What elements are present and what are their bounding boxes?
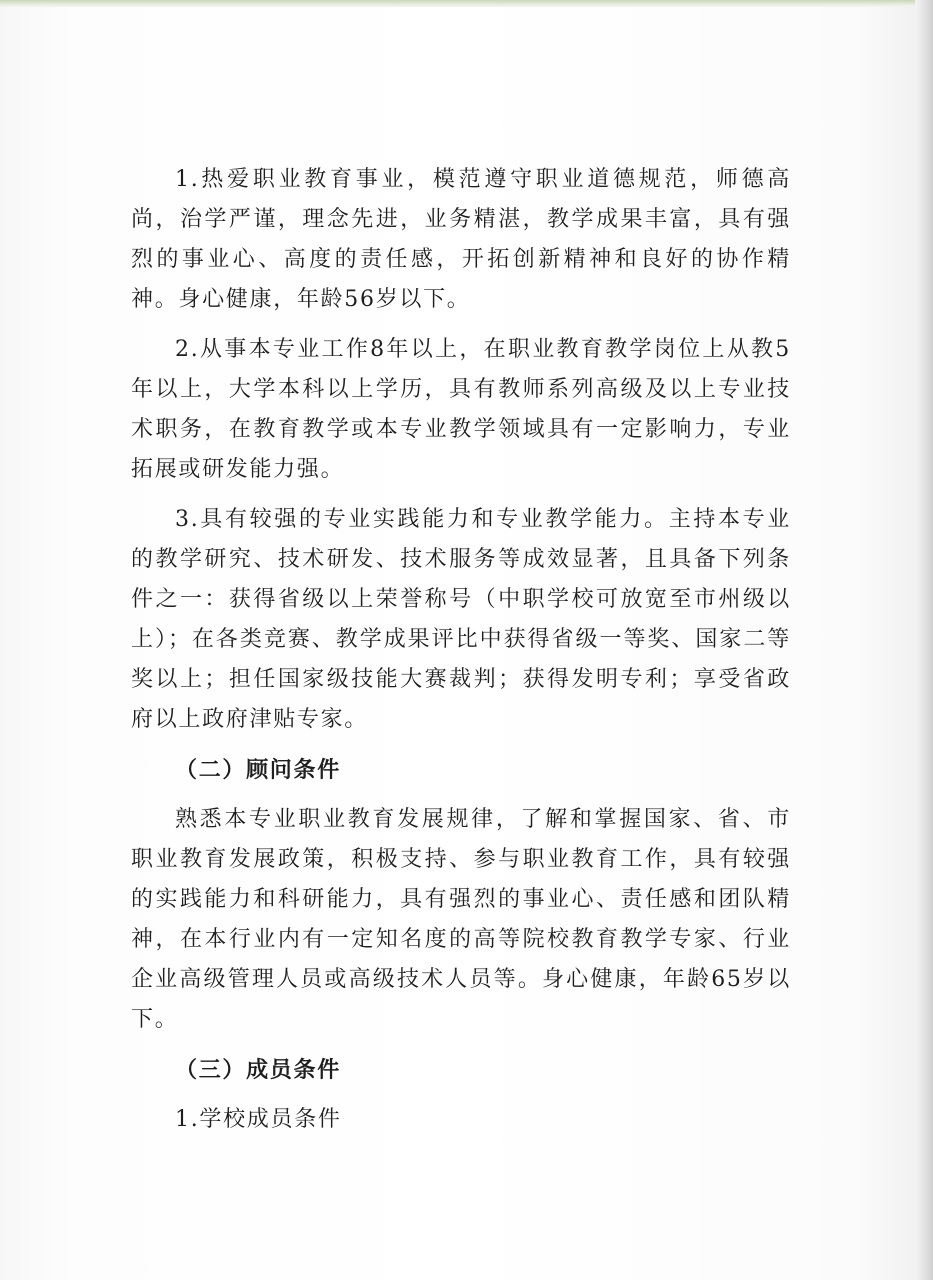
document-body xyxy=(131,160,791,1140)
section-heading-member-conditions: （三）成员条件 xyxy=(175,1057,341,1083)
paragraph-advisor-conditions: 熟悉本专业职业教育发展规律，了解和掌握国家、省、市职业教育发展政策，积极支持、参与职业教育工作，具有较强的实践能力和科研能力，具有强烈的事业心、责任感和团队精神，在本行业内有一定知名度的高等院校教育教学专家、行业企业高级管理人员或高级技术人员等。身心健康，年龄65岁以下。 xyxy=(131,807,791,1032)
scan-top-edge xyxy=(0,0,933,7)
paragraph-requirement-3: 3.具有较强的专业实践能力和专业教学能力。主持本专业的教学研究、技术研发、技术服务等成效显著，且具备下列条件之一：获得省级以上荣誉称号（中职学校可放宽至市州级以上）；在各类竞赛、教学成果评比中获得省级一等奖、国家二等奖以上；担任国家级技能大赛裁判；获得发明专利；享受省政府以上政府津贴专家。 xyxy=(131,507,791,732)
scan-right-edge xyxy=(915,0,933,1280)
section-heading-advisor-conditions: （二）顾问条件 xyxy=(175,757,341,783)
sub-heading-school-member-conditions: 1.学校成员条件 xyxy=(175,1107,342,1132)
paragraph-requirement-2: 2.从事本专业工作8年以上，在职业教育教学岗位上从教5年以上，大学本科以上学历，具有教师系列高级及以上专业技术职务，在教育教学或本专业教学领域具有一定影响力，专业拓展或研发能力强。 xyxy=(131,337,791,482)
paragraph-requirement-1: 1.热爱职业教育事业，模范遵守职业道德规范，师德高尚，治学严谨，理念先进，业务精湛，教学成果丰富，具有强烈的事业心、高度的责任感，开拓创新精神和良好的协作精神。身心健康，年龄56岁以下。 xyxy=(131,167,791,312)
